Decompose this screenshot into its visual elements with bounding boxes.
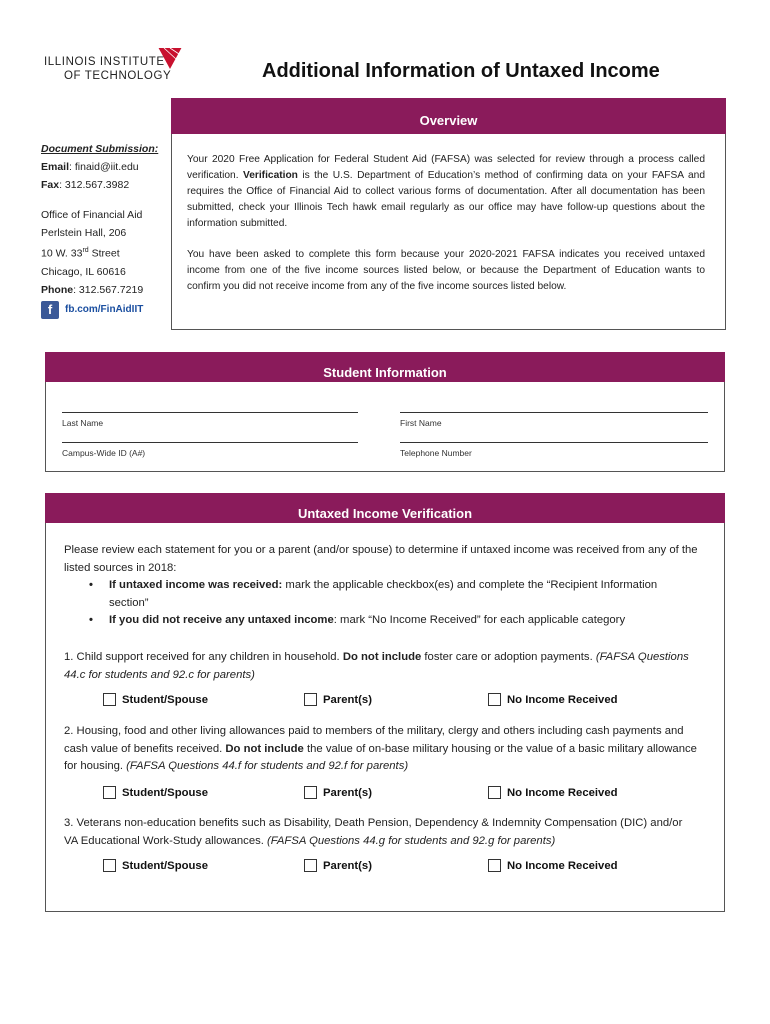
overview-heading: Overview [171, 98, 726, 134]
office-street [41, 242, 167, 263]
student-information-heading: Student Information [45, 352, 725, 382]
phone-value: : 312.567.7219 [73, 283, 144, 296]
q3-student-spouse-checkbox[interactable]: Student/Spouse [103, 859, 208, 872]
q2-no-income-checkbox[interactable]: No Income Received [488, 786, 618, 799]
question-1-options [0, 693, 770, 711]
cwid-label: Campus-Wide ID (A#) [62, 448, 146, 458]
q3-parents-checkbox[interactable]: Parent(s) [304, 859, 372, 872]
street-suffix: rd [82, 247, 89, 254]
fax-value: : 312.567.3982 [59, 179, 130, 191]
q2-parents-checkbox[interactable]: Parent(s) [304, 786, 372, 799]
telephone-label: Telephone Number [400, 448, 472, 458]
first-name-field[interactable] [400, 412, 708, 413]
instruction-list [89, 577, 699, 630]
checkbox-icon[interactable] [488, 859, 501, 872]
last-name-field[interactable] [62, 412, 358, 413]
question-1-child-support: 1. Child support received for any children in household. Do not include foster care or adoption payments. (FAFSA Questions 44.c for students and 92.c for parents) [64, 651, 689, 681]
checkbox-icon[interactable] [488, 786, 501, 799]
office-name: Office of Financial Aid [41, 209, 143, 221]
facebook-row[interactable] [41, 301, 167, 319]
phone-label: Phone [41, 283, 74, 296]
last-name-label: Last Name [62, 418, 104, 428]
checkbox-icon[interactable] [304, 693, 317, 706]
email-value: : finaid@iit.edu [69, 161, 139, 173]
office-city: Chicago, IL 60616 [41, 265, 126, 278]
checkbox-icon[interactable] [103, 693, 116, 706]
email-label: Email [41, 161, 70, 173]
untaxed-income-verification-heading: Untaxed Income Verification [45, 493, 725, 523]
office-building: Perlstein Hall, 206 [41, 227, 127, 239]
overview-paragraph-1: Your 2020 Free Application for Federal Student Aid (FAFSA) was selected for review through a process called verification. Verification is the U.S. Department of Education’s method of confirming data on your FAFSA and requires the Office of Financial Aid to collect various forms of documentation. After all documentation has been submitted, check your Illinois Tech hawk email regularly as our office may have follow-up questions about the information submitted. [187, 154, 705, 229]
fax-label: Fax [41, 179, 60, 191]
cwid-field[interactable] [62, 442, 358, 443]
email-line [41, 158, 167, 176]
document-submission-heading: Document Submission: [41, 143, 159, 155]
checkbox-icon[interactable] [103, 786, 116, 799]
first-name-label: First Name [400, 418, 442, 428]
facebook-icon: f [41, 301, 59, 319]
checkbox-icon[interactable] [103, 859, 116, 872]
question-3-veterans-benefits: 3. Veterans non-education benefits such as Disability, Death Pension, Dependency & Indemnity Compensation (DIC) and/or VA Educational Work-Study allowances. (FAFSA Questions 44.g for students and 92.g for parents) [64, 817, 683, 847]
instruction-item-not-received: • If you did not receive any untaxed income: mark “No Income Received” for each applicable category [89, 612, 699, 630]
telephone-field[interactable] [400, 442, 708, 443]
question-2-housing-allowances: 2. Housing, food and other living allowances paid to members of the military, clergy and others including cash payments and cash value of benefits received. Do not include the value of on-base military housing or the value of a basic military allowance for housing. (FAFSA Questions 44.f for students and 92.f for parents) [64, 725, 697, 772]
page-title: Additional Information of Untaxed Income [262, 60, 660, 82]
overview-text [187, 152, 705, 310]
question-2-options [0, 786, 770, 804]
contact-info [41, 140, 167, 319]
q3-no-income-checkbox[interactable]: No Income Received [488, 859, 618, 872]
question-3-options [0, 859, 770, 877]
q1-parents-checkbox[interactable]: Parent(s) [304, 693, 372, 706]
logo-text-line1: ILLINOIS INSTITUTE [44, 56, 165, 68]
q2-student-spouse-checkbox[interactable]: Student/Spouse [103, 786, 208, 799]
street-number: 10 W. 33 [41, 247, 83, 260]
checkbox-icon[interactable] [304, 786, 317, 799]
q1-student-spouse-checkbox[interactable]: Student/Spouse [103, 693, 208, 706]
instruction-item-received: • If untaxed income was received: mark the applicable checkbox(es) and complete the “Recipient Information section” [89, 577, 699, 612]
q1-no-income-checkbox[interactable]: No Income Received [488, 693, 618, 706]
iit-logo [44, 46, 214, 86]
facebook-link[interactable]: fb.com/FinAidIIT [65, 303, 144, 315]
verification-intro: Please review each statement for you or a parent (and/or spouse) to determine if untaxed income was received from any of the listed sources in 2018: [64, 544, 698, 574]
overview-paragraph-2: You have been asked to complete this form because your 2020-2021 FAFSA indicates you received untaxed income from one of the five income sources listed below, or because the Department of Education wants to confirm you did not receive income from any of the five income sources listed below. [187, 249, 705, 292]
checkbox-icon[interactable] [488, 693, 501, 706]
street-name: Street [88, 247, 120, 260]
checkbox-icon[interactable] [304, 859, 317, 872]
phone-line [41, 281, 167, 299]
fax-line [41, 176, 167, 194]
logo-text-line2: OF TECHNOLOGY [64, 70, 172, 82]
